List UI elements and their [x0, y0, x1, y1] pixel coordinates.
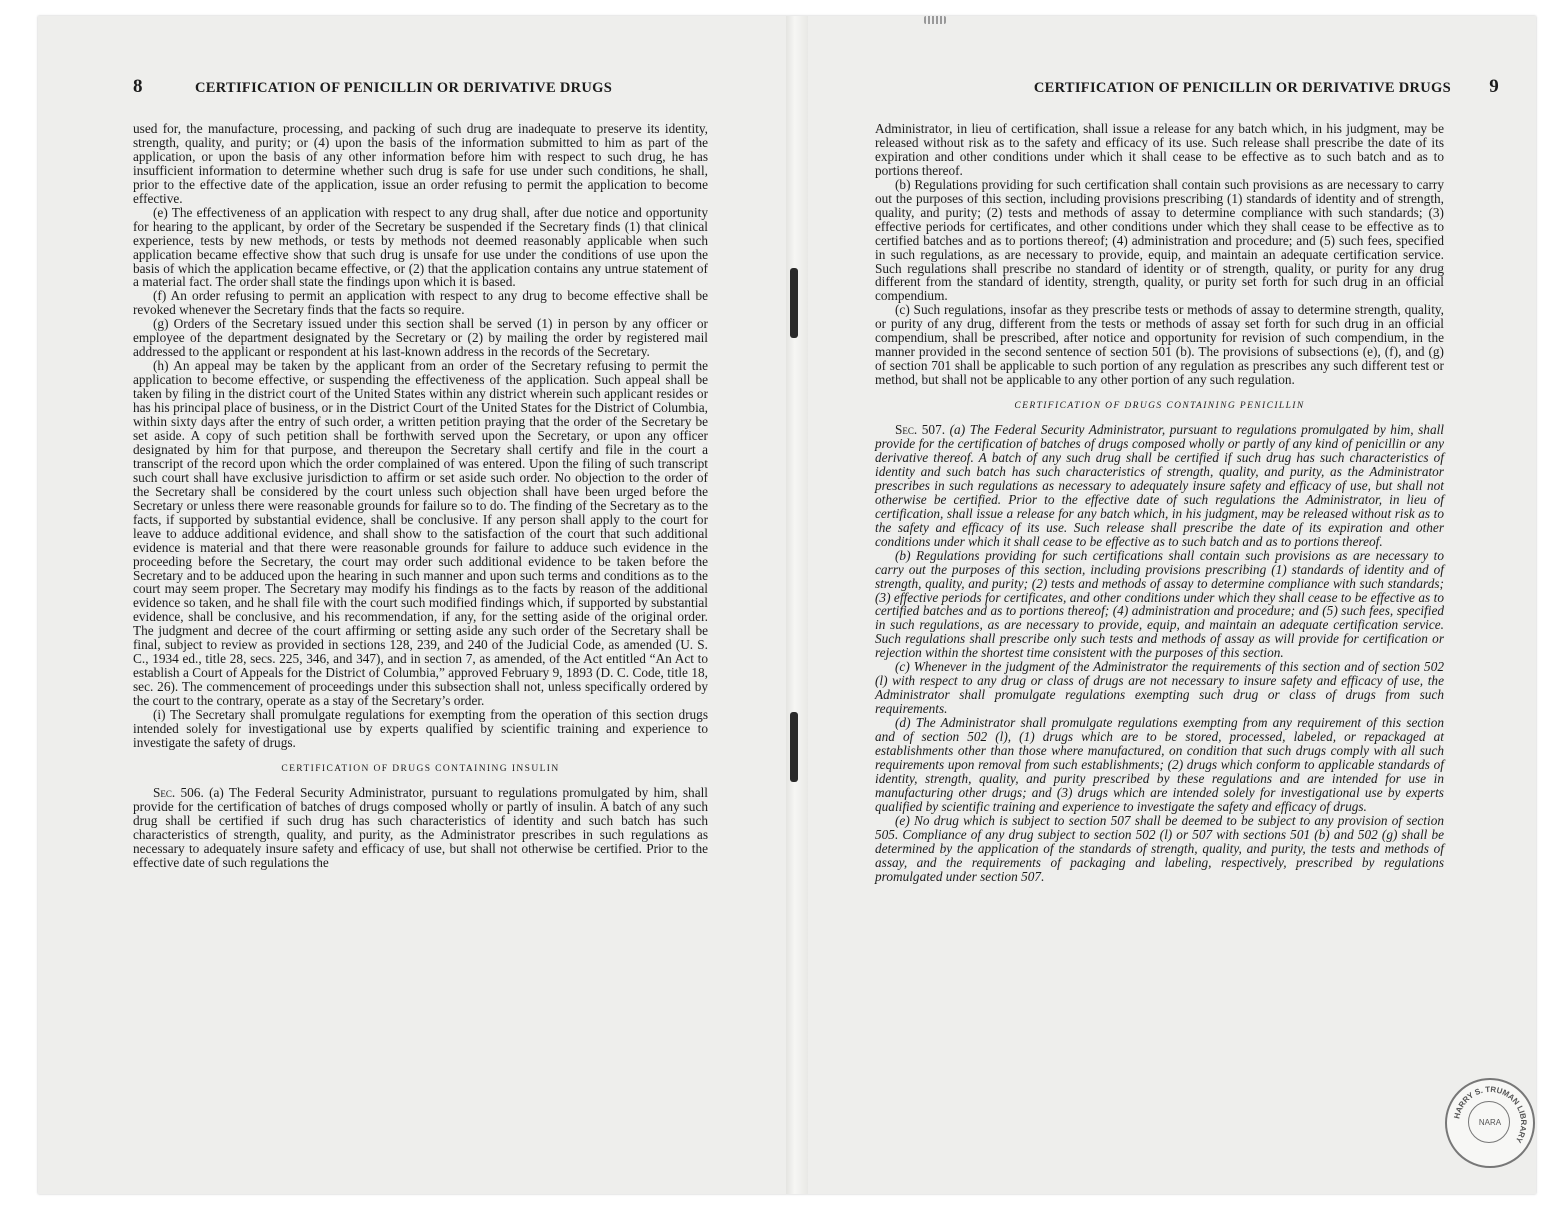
section-heading: CERTIFICATION OF DRUGS CONTAINING PENICILLIN	[1014, 401, 1305, 412]
paragraph: (h) An appeal may be taken by the applicant from an order of the Secretary refusing to permit the application to become effective, or suspending the effectiveness of the application. Such appeal shall be taken by filing in the district court of the United States within any district wherein such applicant resides or has his principal place of business, or in the District Court of the United States for the District of Columbia, within sixty days after the entry of such order, a written petition praying that the order of the Secretary be set aside. A copy of such petition shall be forthwith served upon the Secretary, or upon any officer designated by him for that purpose, and thereupon the Secretary shall certify and file in the court a transcript of the record upon which the order complained of was entered. Upon the filing of such transcript such court shall have exclusive jurisdiction to affirm or set aside such order. No objection to the order of the Secretary shall be considered by the court unless such objection shall have been urged before the Secretary or unless there were reasonable grounds for failure so to do. The finding of the Secretary as to the facts, if supported by substantial evidence, shall be conclusive. If any person shall apply to the court for leave to adduce additional evidence, and shall show to the satisfaction of the court that such additional evidence is material and that there were reasonable grounds for failure to adduce such evidence in the proceeding before the Secretary, the court may order such additional evidence to be taken before the Secretary and to be adduced upon the hearing in such manner and upon such terms and conditions as to the court may seem proper. The Secretary may modify his findings as to the facts by reason of the additional evidence so taken, and he shall file with the court such modified findings which, if supported by substantial evidence, shall be conclusive, and his recommendation, if any, for the setting aside of the original order. The judgment and decree of the court affirming or setting aside any such order of the Secretary shall be final, subject to review as provided in sections 128, 239, and 240 of the Judicial Code, as amended (U. S. C., 1934 ed., title 28, secs. 225, 346, and 347), and in section 7, as amended, of the Act entitled “An Act to establish a Court of Appeals for the District of Columbia,” approved February 9, 1893 (D. C. Code, title 18, sec. 26). The commencement of proceedings under this subsection shall not, unless specifically ordered by the court to the contrary, operate as a stay of the Secretary’s order.	[133, 358, 708, 709]
right-page-body	[875, 122, 1444, 884]
paragraph: (g) Orders of the Secretary issued under this section shall be served (1) in person by any officer or employee of the department designated by the Secretary or (2) by mailing the order by registered mail addressed to the applicant or respondent at his last-known address in the records of the Secretary.	[133, 316, 708, 360]
section-heading: CERTIFICATION OF DRUGS CONTAINING INSULIN	[281, 763, 560, 774]
paragraph: (b) Regulations providing for such certification shall contain such provisions as are necessary to carry out the purposes of this section, including provisions prescribing (1) standards of identity and of strength, quality, and purity; (2) tests and methods of assay to determine compliance with such standards; (3) effective periods for certificates, and other conditions under which they shall cease to be effective as to certified batches and as to portions thereof; (4) administration and procedure; and (5) such fees, specified in such regulations, as are necessary to provide, equip, and maintain an adequate certification service. Such regulations shall prescribe no standard of identity or of strength, quality, or purity for any drug different from the standard of identity, strength, quality, or purity set forth for such drug in an official compendium.	[875, 176, 1444, 304]
section-label: Sec. 507.	[895, 422, 946, 438]
paragraph: (e) The effectiveness of an application with respect to any drug shall, after due notice and opportunity for hearing to the applicant, by order of the Secretary be suspended if the Secretary finds (1) that clinical experience, tests by new methods, or tests by methods not deemed reasonably applicable when such application became effective show that such drug is unsafe for use under the conditions of use upon the basis of which the application became effective, or (2) that the application contains any untrue statement of a material fact. The order shall state the findings upon which it is based.	[133, 204, 708, 290]
running-title: CERTIFICATION OF PENICILLIN OR DERIVATIVE DRUGS	[1033, 80, 1451, 96]
stamp-center-text: NARA	[1478, 1118, 1502, 1127]
section-paragraph	[875, 423, 1444, 549]
section-label: Sec. 506.	[153, 784, 204, 800]
stamp-ring-label: HARRY S. TRUMAN LIBRARY	[1452, 1084, 1529, 1145]
paragraph: (i) The Secretary shall promulgate regulations for exempting from the operation of this section drugs intended solely for investigational use by experts qualified by scientific training and experience to investigate the safety of drugs.	[133, 707, 708, 750]
paragraph: (c) Such regulations, insofar as they prescribe tests or methods of assay to determine strength, quality, or purity of any drug, different from the tests or methods of assay set forth for such drug in an official compendium, shall be prescribed, after notice and opportunity for revision of such compendium, in the manner provided in the second sentence of section 501 (b). The provisions of subsections (e), (f), and (g) of section 701 shall be applicable to such portion of any regulation as prescribes any such different test or method, but shall not be applicable to any other portion of any such regulation.	[875, 302, 1444, 388]
section-paragraph	[133, 786, 708, 870]
running-title: CERTIFICATION OF PENICILLIN OR DERIVATIVE DRUGS	[195, 80, 613, 96]
section-text: (a) The Federal Security Administrator, pursuant to regulations promulgated by him, shall provide for the certification of batches of drugs composed wholly or partly of any kind of penicillin or any derivative thereof. A batch of any such drug shall be certified if such drug has such characteristics of identity and such batch has such characteristics of strength, quality, and purity, as the Administrator prescribes in such regulations as necessary to adequately insure safety and efficacy of use, but shall not otherwise be certified. Prior to the effective date of such regulations the Administrator, in lieu of certification, shall issue a release for any batch which, in his judgment, may be released without risk as to the safety and efficacy of its use. Such release shall prescribe the date of its expiration and other conditions under which it shall cease to be effective as to such batch and as to portions thereof.	[875, 422, 1444, 549]
page-number: 9	[1489, 76, 1499, 97]
paragraph: Administrator, in lieu of certification, shall issue a release for any batch which, in his judgment, may be released without risk as to the safety and efficacy of its use. Such release shall prescribe the date of its expiration and other conditions under which it shall cease to be effective as to such batch and as to portions thereof.	[875, 121, 1444, 178]
italic-paragraph: (b) Regulations providing for such certifications shall contain such provisions as are necessary to carry out the purposes of this section, including provisions prescribing (1) standards of identity and of strength, quality, and purity; (2) tests and methods of assay to determine compliance with such standards; (3) effective periods for certificates, and other conditions under which they shall cease to be effective as to certified batches and as to portions thereof; (4) administration and procedure; and (5) such fees, specified in such regulations, as are necessary to provide, equip, and maintain an adequate certification service. Such regulations shall prescribe only such tests and methods of assay as will provide for certification or rejection within the shortest time consistent with the purposes of this section.	[875, 547, 1444, 661]
italic-paragraph: (c) Whenever in the judgment of the Administrator the requirements of this section and of section 502 (l) with respect to any drug or class of drugs are not necessary to insure safety and efficacy of use, the Administrator shall promulgate regulations exempting such drug or class of drugs from such requirements.	[875, 659, 1444, 717]
left-page-body	[133, 122, 708, 870]
italic-paragraph: (e) No drug which is subject to section 507 shall be deemed to be subject to any provision of section 505. Compliance of any drug subject to section 502 (l) or 507 with sections 501 (b) and 502 (g) shall be determined by the application of the standards of strength, quality, and purity, the tests and methods of assay, and the requirements of packaging and labeling, respectively, prescribed by regulations promulgated under section 507.	[875, 812, 1444, 884]
paragraph: used for, the manufacture, processing, and packing of such drug are inadequate to preserve its identity, strength, quality, and purity; or (4) upon the basis of the information submitted to him as part of the application, or upon the basis of any other information before him with respect to such drug, he has insufficient information to determine whether such drug is safe for use under such conditions, he shall, prior to the effective date of the application, issue an order refusing to permit the application to become effective.	[133, 121, 708, 206]
paragraph: (f) An order refusing to permit an application with respect to any drug to become effective shall be revoked whenever the Secretary finds that the facts so require.	[133, 288, 708, 318]
svg-text:HARRY S. TRUMAN LIBRARY	[1452, 1085, 1528, 1145]
library-stamp	[1445, 1078, 1535, 1168]
page-number: 8	[133, 76, 143, 97]
italic-paragraph: (d) The Administrator shall promulgate regulations exempting from any requirement of this section and of section 502 (l), (1) drugs which are to be stored, processed, labeled, or repackaged at establishments other than those where manufactured, on condition that such drugs comply with all such requirements upon removal from such establishments; (2) drugs which conform to applicable standards of identity, strength, quality, and purity prescribed by these regulations and are intended for use in manufacturing other drugs; and (3) drugs which are intended solely for investigational use by experts qualified by scientific training and experience to investigate the safety and efficacy of drugs.	[875, 715, 1444, 814]
section-text: (a) The Federal Security Administrator, pursuant to regulations promulgated by him, shall provide for the certification of batches of drugs composed wholly or partly of insulin. A batch of any such drug shall be certified if such drug has such characteristics of identity and such batch has such characteristics of strength, quality, and purity, as the Administrator prescribes in such regulations as necessary to adequately insure safety and efficacy of use, but shall not otherwise be certified. Prior to the effective date of such regulations the	[133, 784, 708, 870]
